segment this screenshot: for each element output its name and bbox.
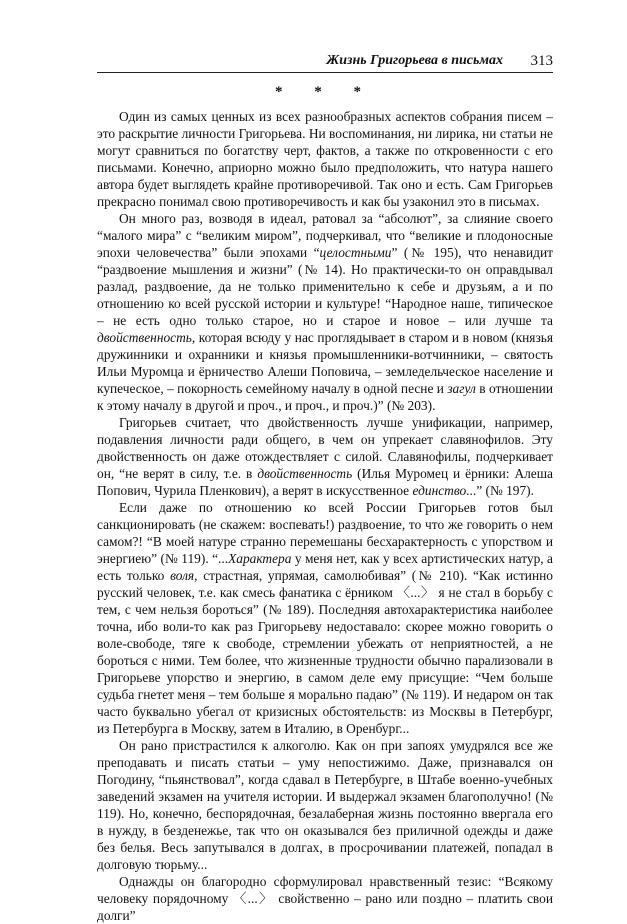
paragraph — [97, 414, 553, 499]
text-run: Григорьев считает, что двойственность лучше унификации, например, подавления личности ради общего, в чем он упрекает славянофилов. Эту двойственность он даже отождествляет с силой. Славянофилы, подчеркивает он, “не верят в силу, т.е. в — [97, 415, 553, 481]
text-run: Он рано пристрастился к алкоголю. Как он при запоях умудрялся все же преподавать и писать статьи – уму непостижимо. Даже, признавался он Погодину, “пьянствовал”, когда сдавал в Петербурге, в Штабе военно-учебных заведений экзамен на учителя истории. И выдержал экзамен благополучно! (№ 119). Но, конечно, беспорядочная, безалаберная жизнь постоянно ввергала его в нужду, в безденежье, так что он оказывался без приличной одежды и даже без белья. Весь запутывался в долгах, в просрочивании платежей, попадал в долговую тюрьму... — [97, 738, 553, 872]
italic-phrase: двойственность — [257, 466, 353, 481]
paragraph — [97, 499, 553, 737]
running-head — [97, 52, 553, 73]
text-run: (Илья Муромец и ёрники: Алеша Попович, Чурила Пленкович), а верят в искусственное — [97, 466, 553, 498]
body-text — [97, 108, 553, 924]
text-run: ...” (№ 197). — [466, 483, 534, 498]
paragraph — [97, 108, 553, 210]
text-run: Если даже по отношению ко всей России Григорьев готов был санкционировать (не скажем: воспевать!) раздвоение, то что же говорить о нем самом?! “В моей натуре странно перемешаны бесхарактерность с упорством и энергиею” (№ 119). “... — [97, 500, 553, 566]
italic-phrase: единство — [412, 483, 467, 498]
paragraph — [97, 210, 553, 414]
italic-phrase: загул — [447, 381, 476, 396]
text-run: в отношении к этому началу в другой и проч., и проч., и проч.)” (№ 203). — [97, 381, 553, 413]
page-number: 313 — [530, 53, 553, 69]
text-run: , которая всюду у нас проглядывает в старом и в новом (князья дружинники и охранники и князья промышленники-вотчинники, – святость Ильи Муромца и ёрничество Алеши Поповича, – земледельческое население и купеческое, – покорность семейному началу в одной песне и — [97, 330, 553, 396]
text-run: ” (№ 195), что ненавидит “раздвоение мышления и жизни” (№ 14). Но практически-то он оправдывал разлад, раздвоение, да не только применительно к себе и друзьям, а и по отношению ко всей русской истории и культуре! “Народное наше, типическое – не есть одно только старое, но и старое и новое – или лучше та — [97, 245, 553, 328]
paragraph — [97, 737, 553, 873]
paragraph — [97, 873, 553, 924]
text-run: , страстная, упрямая, самолюбивая” (№ 210). “Как истинно русский человек, т.е. как смесь фанатика с ёрником 〈...〉 я не стал в борьбу с тем, с чем нельзя бороться” (№ 189). Последняя автохарактеристика наиболее точна, ибо воли-то как раз Григорьеву недоставало: скорее можно говорить о воле-свободе, тяге к свободе, стремлении убежать от неприятностей, а не бороться с ними. Тем более, что жизненные трудности обычно парализовали в Григорьеве упорство и энергию, в самом деле ему присущие: “Чем больше судьба гнетет меня – тем больше я морально падаю” (№ 119). И недаром он так часто буквально убегал от кризисных обстоятельств: из Москвы в Петербург, из Петербурга в Москву, затем в Италию, в Оренбург... — [97, 568, 553, 736]
text-run: Он много раз, возводя в идеал, ратовал за “абсолют”, за слияние своего “малого мира” с “великим миром”, подчеркивал, что “великие и плодоносные эпохи человечества” были эпохами “ — [97, 211, 553, 260]
section-ornament: * * * — [275, 84, 375, 100]
running-title: Жизнь Григорьева в письмах — [326, 53, 503, 68]
italic-phrase: целостными — [319, 245, 392, 260]
italic-phrase: воля — [170, 568, 195, 583]
text-run: Однажды он благородно сформулировал нравственный тезис: “Всякому человеку порядочному 〈...〉 свойственно – рано или поздно – платить свои долги” — [97, 874, 553, 923]
text-run: у меня нет, как у всех артистических натур, а есть только — [97, 551, 554, 583]
text-run: Один из самых ценных из всех разнообразных аспектов собрания писем – это раскрытие личности Григорьева. Ни воспоминания, ни лирика, ни статьи не могут сравниться по богатству черт, фактов, а также по откровенности с его письмами. Конечно, априорно можно было предположить, что натура нашего автора будет выглядеть крайне противоречивой. Так оно и есть. Сам Григорьев прекрасно понимал свою противоречивость и как бы узаконил это в письмах. — [97, 109, 553, 209]
italic-phrase: двойственность — [97, 330, 192, 345]
italic-phrase: Характера — [228, 551, 292, 566]
